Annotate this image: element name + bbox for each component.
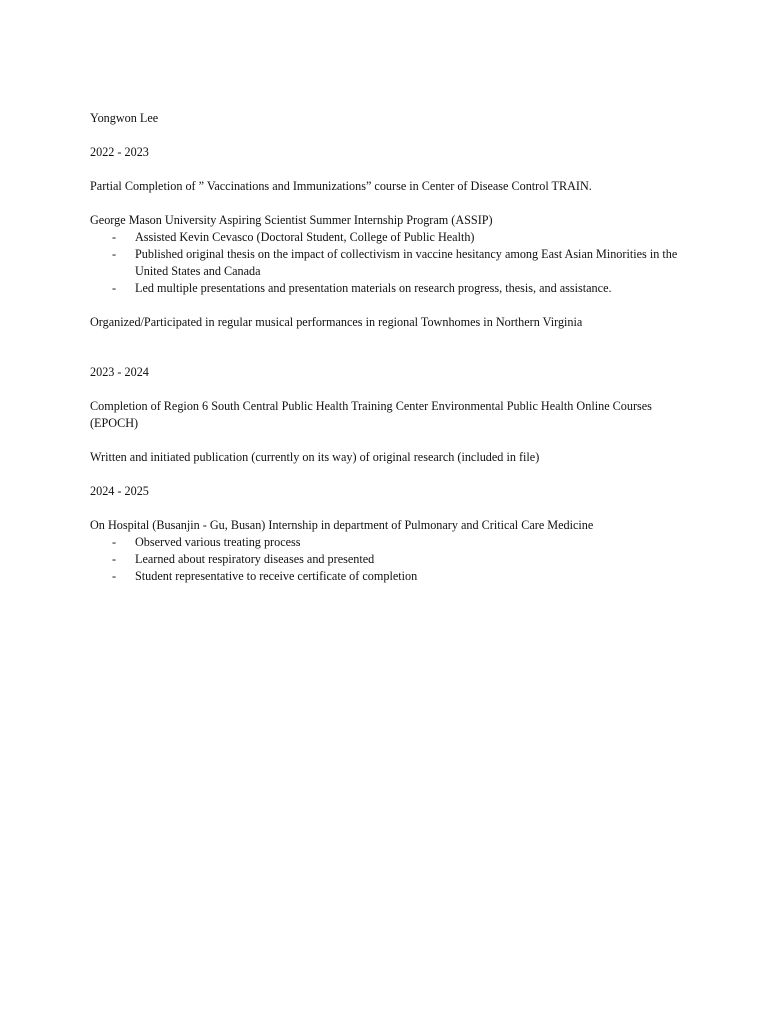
dash-bullet: - [112,535,117,549]
period-heading-2024: 2024 - 2025 [90,484,149,498]
dash-bullet: - [112,281,117,295]
list-item [90,229,690,246]
list-item-text: Assisted Kevin Cevasco (Doctoral Student, College of Public Health) [135,230,475,244]
assip-items-list [90,229,690,297]
period-heading-2022: 2022 - 2023 [90,145,149,159]
period-heading-2023: 2023 - 2024 [90,365,149,379]
list-item-text: Led multiple presentations and presentation materials on research progress, thesis, and assistance. [135,281,612,295]
list-item [90,246,690,280]
dash-bullet: - [112,552,117,566]
train-course-entry: Partial Completion of ” Vaccinations and Immunizations” course in Center of Disease Control TRAIN. [90,179,592,193]
publication-entry: Written and initiated publication (currently on its way) of original research (included in file) [90,450,540,464]
list-item [90,280,690,297]
list-item [90,534,690,551]
dash-bullet: - [112,569,117,583]
list-item [90,551,690,568]
list-item-text: Observed various treating process [135,535,301,549]
author-name: Yongwon Lee [90,111,159,125]
list-item [90,568,690,585]
hospital-items-list [90,534,690,585]
dash-bullet: - [112,247,117,261]
list-item-text: Published original thesis on the impact of collectivism in vaccine hesitancy among East Asian Minorities in the United States and Canada [135,247,678,278]
assip-program-title: George Mason University Aspiring Scientist Summer Internship Program (ASSIP) [90,213,493,227]
dash-bullet: - [112,230,117,244]
hospital-internship-title: On Hospital (Busanjin - Gu, Busan) Internship in department of Pulmonary and Critical Care Medicine [90,518,594,532]
music-performance-entry: Organized/Participated in regular musical performances in regional Townhomes in Northern Virginia [90,315,583,329]
document-page [90,110,690,585]
list-item-text: Learned about respiratory diseases and presented [135,552,375,566]
epoch-course-entry: Completion of Region 6 South Central Public Health Training Center Environmental Public Health Online Courses (EPOCH) [90,399,652,430]
list-item-text: Student representative to receive certificate of completion [135,569,418,583]
